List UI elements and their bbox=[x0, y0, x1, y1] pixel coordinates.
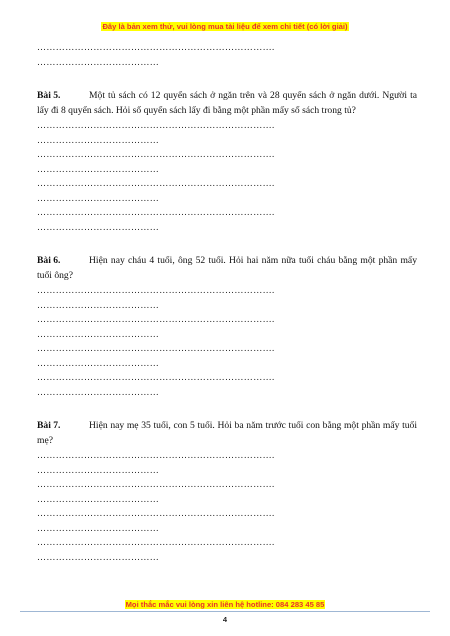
answer-line: …………………………………………………………………. bbox=[37, 285, 275, 295]
answer-line: …………………………………………………………………. bbox=[37, 508, 275, 518]
problem-6 bbox=[37, 254, 417, 399]
answer-line: ………………………………… bbox=[37, 328, 160, 339]
answer-line: …………………………………………………………………. bbox=[37, 450, 275, 460]
answer-line: ………………………………… bbox=[37, 493, 160, 504]
problem-label: Bài 7. bbox=[37, 420, 61, 431]
hotline-note bbox=[0, 594, 450, 612]
answer-line: ………………………………… bbox=[37, 522, 160, 533]
answer-line: ………………………………… bbox=[37, 357, 160, 368]
problem-label: Bài 6. bbox=[37, 255, 61, 266]
answer-line: …………………………………………………………………. bbox=[37, 314, 275, 324]
hotline-text: Mọi thắc mắc vui lòng xin liên hệ hotline: 084 283 45 85 bbox=[125, 600, 325, 609]
problem-text: Một tủ sách có 12 quyển sách ở ngăn trên và 28 quyển sách ở ngăn dưới. Người ta lấy đi 8 quyển sách. Hỏi số quyển sách lấy đi bằng một phần mấy số sách trong tủ? bbox=[37, 90, 417, 116]
answer-line: …………………………………………………………………. bbox=[37, 207, 275, 217]
answer-line: …………………………………………………………………. bbox=[37, 178, 275, 188]
answer-line: ………………………………… bbox=[37, 221, 160, 232]
answer-line: …………………………………………………………………. bbox=[37, 537, 275, 547]
problem-5 bbox=[37, 89, 417, 234]
answer-line: ………………………………… bbox=[37, 464, 160, 475]
answer-line: ………………………………… bbox=[37, 134, 160, 145]
problem-statement bbox=[37, 419, 417, 448]
preview-banner-text: Đây là bản xem thử, vui lòng mua tài liệu để xem chi tiết (có lời giải) bbox=[102, 22, 348, 31]
answer-line: ………………………………… bbox=[37, 299, 160, 310]
answer-line: ………………………………… bbox=[37, 386, 160, 397]
preview-banner bbox=[0, 16, 450, 34]
problem-label: Bài 5. bbox=[37, 90, 61, 101]
footer-divider bbox=[20, 611, 430, 612]
answer-line: ………………………………… bbox=[37, 56, 160, 67]
problem-text: Hiện nay mẹ 35 tuổi, con 5 tuổi. Hỏi ba năm trước tuổi con bằng một phần mấy tuổi mẹ? bbox=[37, 420, 417, 446]
answer-line: …………………………………………………………………. bbox=[37, 479, 275, 489]
answer-line: …………………………………………………………………. bbox=[37, 120, 275, 130]
answer-line: ………………………………… bbox=[37, 551, 160, 562]
answer-line: ………………………………… bbox=[37, 192, 160, 203]
answer-line: …………………………………………………………………. bbox=[37, 372, 275, 382]
problem-7 bbox=[37, 419, 417, 564]
page-number: 4 bbox=[222, 615, 228, 624]
page-content bbox=[37, 40, 417, 564]
answer-line: …………………………………………………………………. bbox=[37, 343, 275, 353]
answer-line: ………………………………… bbox=[37, 163, 160, 174]
problem-text: Hiện nay cháu 4 tuổi, ông 52 tuổi. Hỏi hai năm nữa tuổi cháu bằng một phần mấy tuổi ông? bbox=[37, 255, 417, 281]
answer-line: …………………………………………………………………. bbox=[37, 149, 275, 159]
answer-line: …………………………………………………………………. bbox=[37, 42, 275, 52]
problem-statement bbox=[37, 89, 417, 118]
problem-statement bbox=[37, 254, 417, 283]
